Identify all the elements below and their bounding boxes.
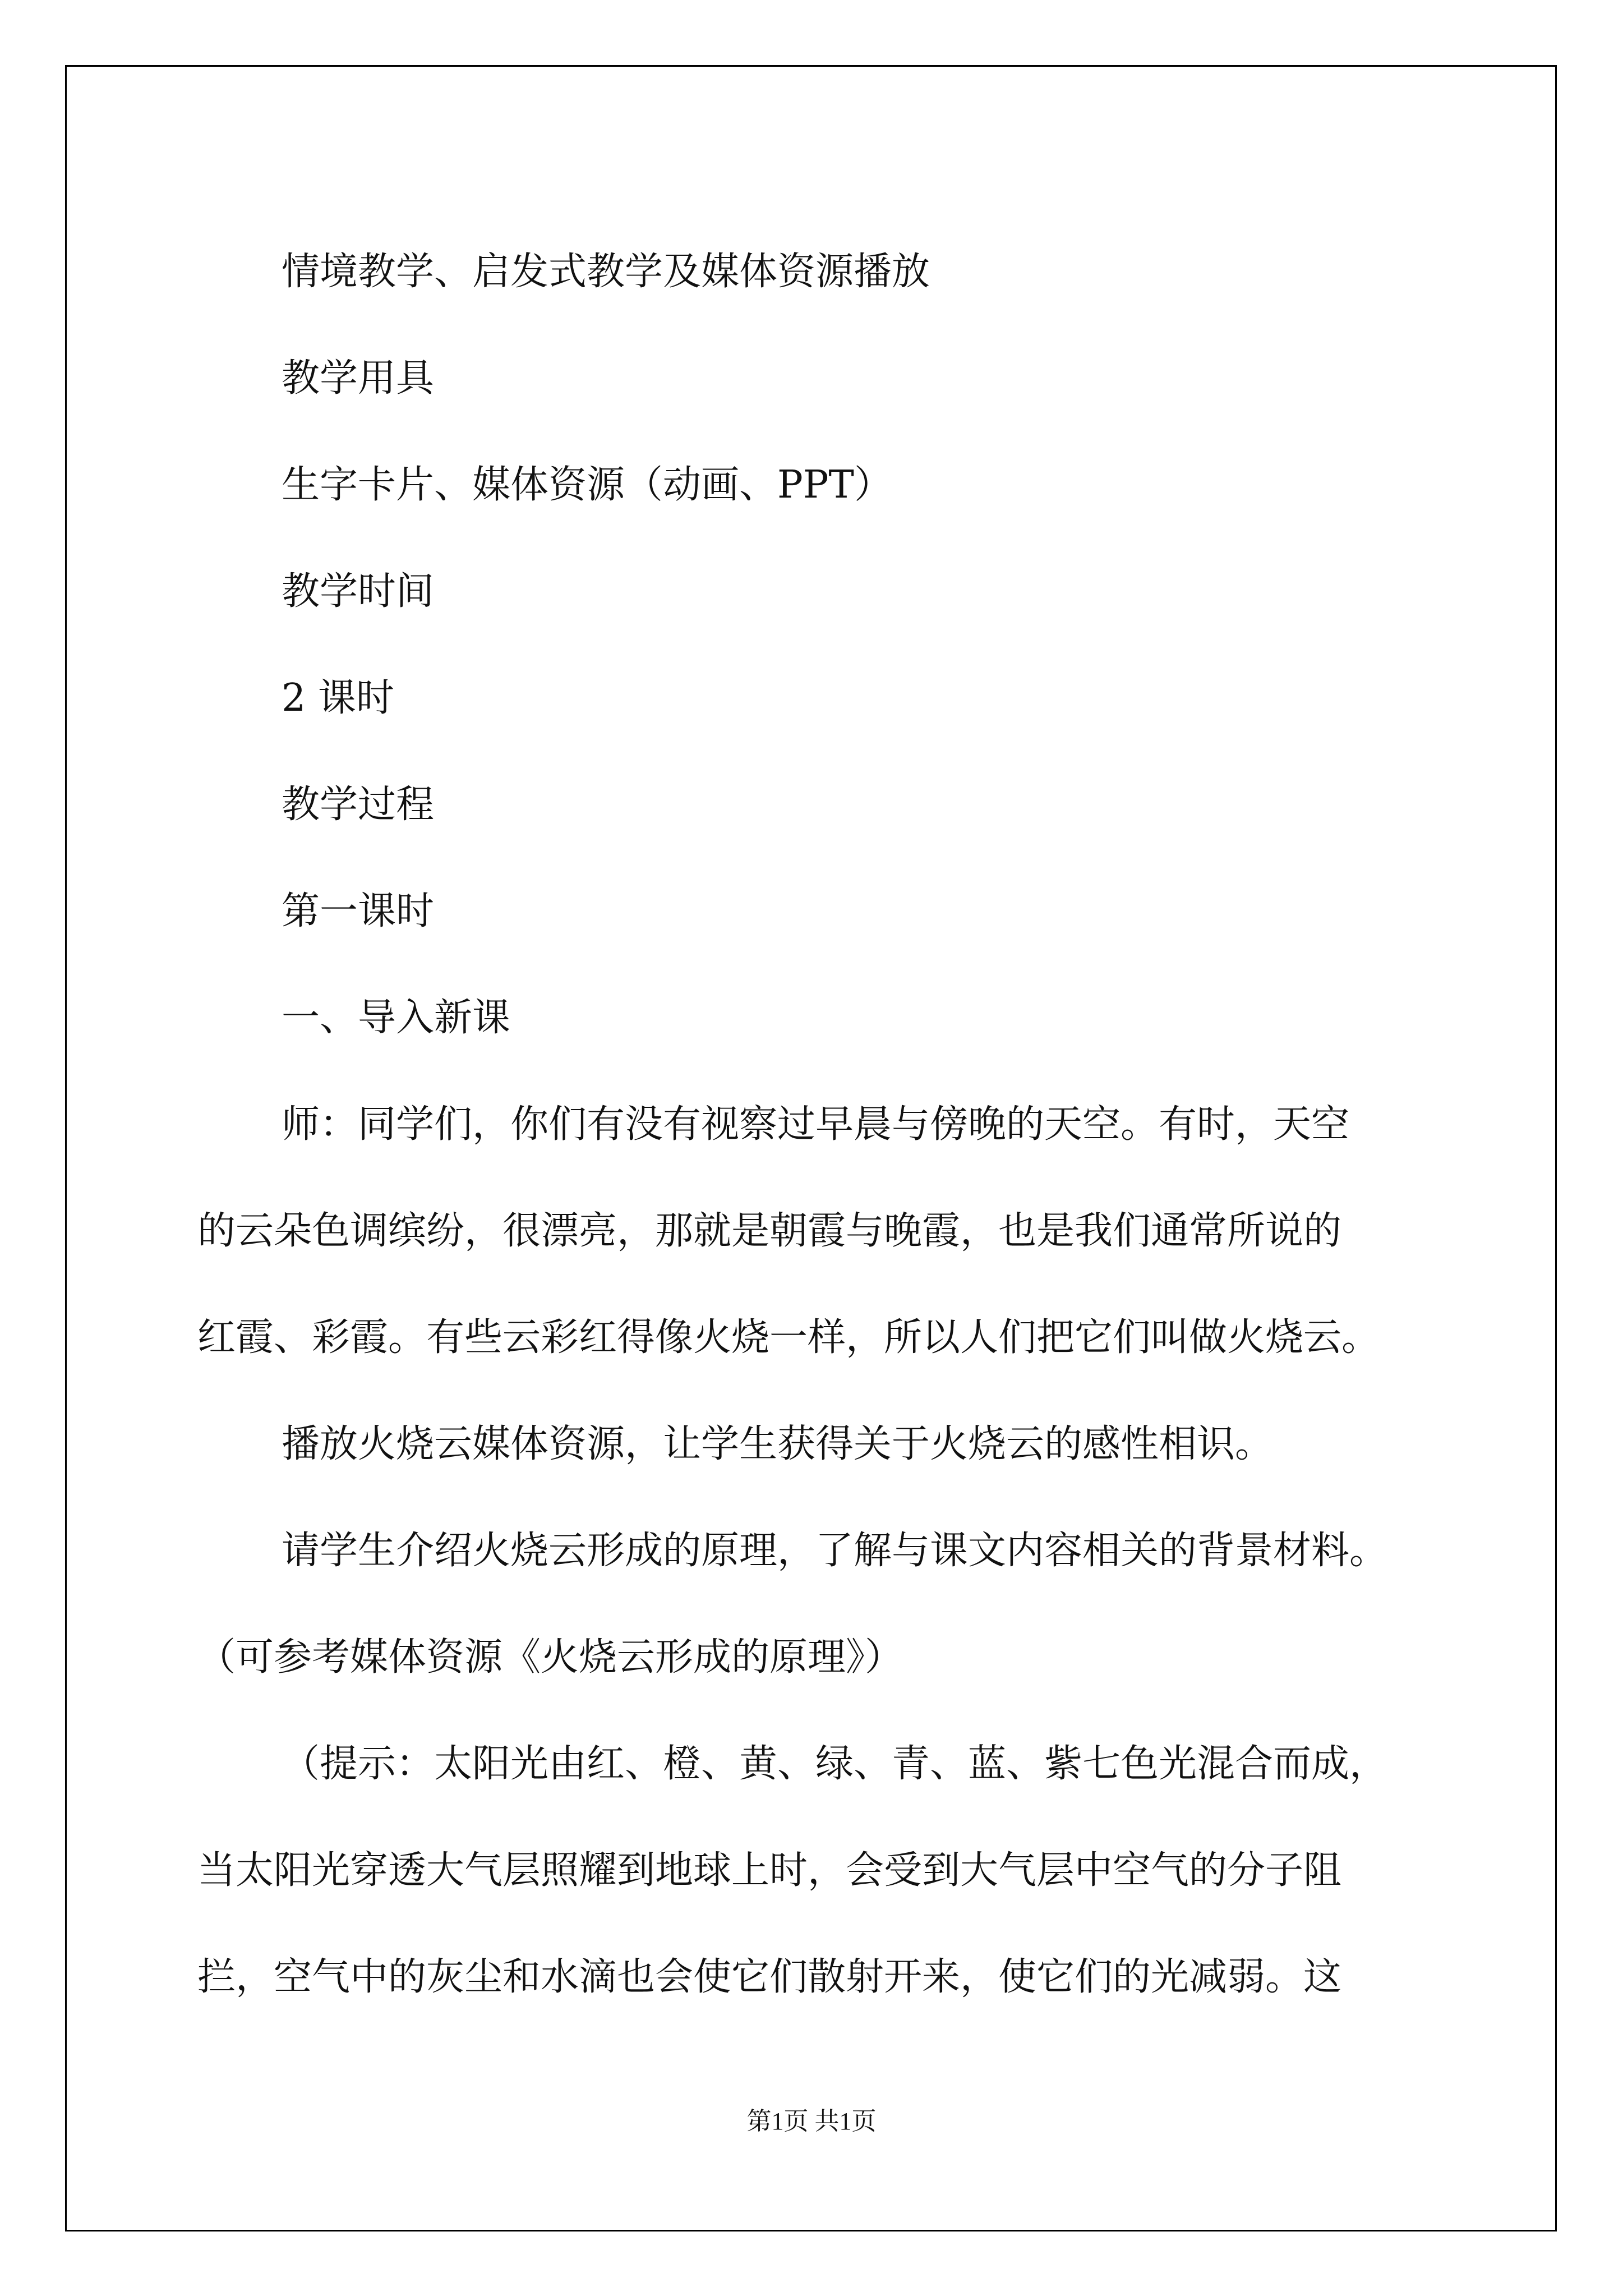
teacher-paragraph-line-1: 师：同学们，你们有没有视察过早晨与傍晚的天空。有时，天空 <box>282 1102 1350 1147</box>
document-body <box>197 219 1487 2031</box>
page-footer: 第1页 共1页 <box>746 2108 877 2135</box>
hint-paragraph-line-3: 拦，空气中的灰尘和水滴也会使它们散射开来，使它们的光减弱。这 <box>197 1955 1342 1999</box>
teaching-process-heading: 教学过程 <box>282 783 435 827</box>
teaching-time-heading: 教学时间 <box>282 569 435 614</box>
intro-paragraph-line-2: （可参考媒体资源《火烧云形成的原理》） <box>197 1635 903 1680</box>
teaching-time-line: 2 课时 <box>282 676 394 720</box>
hint-paragraph-line-2: 当太阳光穿透大气层照耀到地球上时，会受到大气层中空气的分子阻 <box>197 1848 1342 1893</box>
hint-paragraph-line-1: （提示：太阳光由红、橙、黄、绿、青、蓝、紫七色光混合而成， <box>282 1742 1388 1786</box>
section-one-heading: 一、导入新课 <box>282 996 511 1040</box>
intro-paragraph-line-1: 请学生介绍火烧云形成的原理，了解与课文内容相关的背景材料。 <box>282 1529 1388 1573</box>
teaching-tools-line: 生字卡片、媒体资源（动画、PPT） <box>282 463 892 507</box>
teaching-method-line: 情境教学、启发式教学及媒体资源播放 <box>282 250 930 294</box>
teacher-paragraph-line-2: 的云朵色调缤纷，很漂亮，那就是朝霞与晚霞，也是我们通常所说的 <box>197 1209 1342 1253</box>
play-media-line: 播放火烧云媒体资源，让学生获得关于火烧云的感性相识。 <box>282 1422 1274 1466</box>
teacher-paragraph-line-3: 红霞、彩霞。有些云彩红得像火烧一样，所以人们把它们叫做火烧云。 <box>197 1315 1380 1360</box>
lesson-one-heading: 第一课时 <box>282 889 435 933</box>
teaching-tools-heading: 教学用具 <box>282 356 435 401</box>
